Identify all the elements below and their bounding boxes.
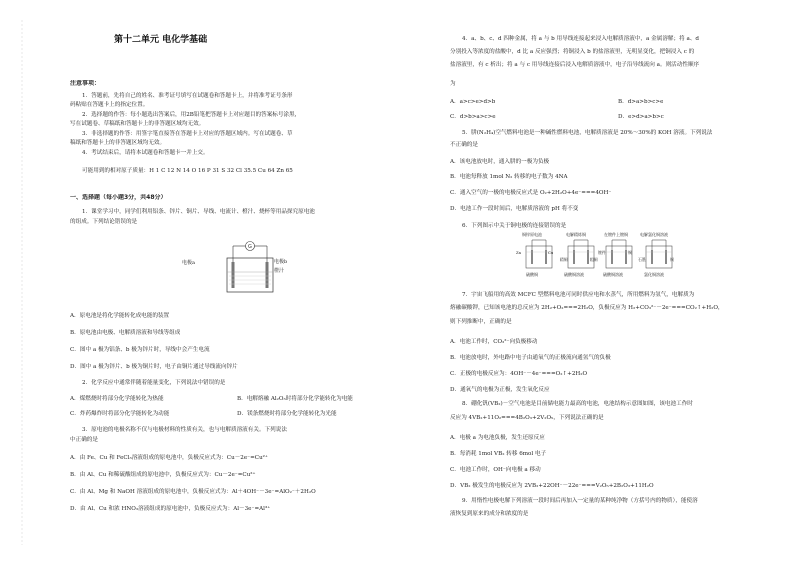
- option-line: D．VB₂ 极发生的电极反应为 2VB₂+22OH⁻－22e⁻===V₂O₅+2B₂O₃+11H₂O: [450, 483, 654, 489]
- question-line: 为: [450, 81, 456, 87]
- notice-line: 码粘贴在答题卡上的指定位置。: [70, 102, 149, 108]
- fig1-label-electrode-a: 电极a: [182, 260, 195, 266]
- question-line: 7．宇宙飞船用的高效 MCFC 型燃料电池可同时供应电和水蒸气，所用燃料为氢气，电解质为: [462, 292, 695, 298]
- fig6-electrode-label: Zn: [516, 250, 522, 255]
- section-heading: 一、选择题（每小题3分，共48分）: [70, 194, 167, 201]
- fig6-caption: 氯化铜溶液: [644, 272, 664, 277]
- notice-line: 4．考试结束后，请将本试题卷和答题卡一并上交。: [82, 150, 209, 156]
- question-line: 的组成。下列结论错误的是: [70, 219, 138, 225]
- option-line: B．电解熔融 Al₂O₃时将部分化学能转化为电能: [237, 396, 353, 402]
- option-line: B．由 Al、Cu 和稀硫酸组成的原电池中，负极反应式为：Cu－2e⁻=Cu²⁺: [70, 472, 256, 478]
- fig6-header: 电解精炼铜: [566, 232, 586, 237]
- question-line: 5．肼(N₂H₄)空气燃料电池是一种碱性燃料电池，电解质溶液是 20%～30%的 KOH 溶液。下列说法: [462, 130, 713, 136]
- question-line: 则下列推断中，正确的是: [450, 319, 512, 325]
- option-line: A．a>c>e>d>b: [450, 99, 496, 105]
- option-line: C．图中 a 极为铝条、b 极为锌片时，导线中会产生电流: [70, 347, 210, 353]
- fig1-label-electrode-b: 电极b: [274, 259, 288, 265]
- option-line: D．由 Al、Cu 和浓 HNO₃溶液组成的原电池中，负极反应式为：Al－3e⁻=Al³⁺: [70, 506, 271, 512]
- question-line: 9．用惰性电极电解下列溶液一段时间后再加入一定量的某种纯净物（方括号内的物质），能使溶: [462, 498, 698, 504]
- fig6-caption: 硫酸铜: [526, 272, 538, 277]
- fig6-electrode-label: 铜: [628, 250, 632, 255]
- fig6-electrode-label: 铜: [670, 257, 674, 262]
- option-line: A．该电池放电时，通入肼的一极为负极: [450, 159, 550, 165]
- option-line: C．炸药爆炸时将部分化学能转化为动能: [70, 411, 170, 417]
- option-line: B．d>a>b>c>e: [618, 99, 664, 105]
- option-line: C．通入空气的一极的电极反应式是 O₂+2H₂O+4e⁻===4OH⁻: [450, 190, 612, 196]
- fig6-electrode-label: 精铜: [560, 257, 568, 262]
- option-line: D．镁条燃烧时将部分化学能转化为光能: [237, 411, 337, 417]
- option-line: A．煤燃烧时将部分化学能转化为热能: [70, 396, 164, 402]
- option-line: D．电池工作一段时间后，电解质溶液的 pH 将不变: [450, 206, 579, 212]
- question-line: 液恢复到原来的成分和浓度的是: [450, 511, 529, 517]
- notice-line: 1．答题前，先将自己的姓名、准考证号填写在试题卷和答题卡上，并将准考证号条形: [82, 93, 293, 99]
- svg-text:G: G: [248, 244, 252, 250]
- option-line: A．电极 a 为电池负极，发生还原反应: [450, 435, 545, 441]
- option-line: D．e>d>a>b>c: [618, 114, 664, 120]
- question-line: 4．a、b、c、d 四种金属，将 a 与 b 用导线连接起来浸入电解质溶液中，a 金属溶解；将 a、d: [462, 36, 699, 42]
- fig1-label-juice: 橙汁: [274, 268, 285, 274]
- option-line: A．原电池是将化学能转化成电能的装置: [70, 313, 170, 319]
- fig6-header: 铜锌原电池: [522, 232, 542, 237]
- option-line: B．每消耗 1mol VB₂ 转移 6mol 电子: [450, 451, 547, 457]
- notice-line: 2．选择题的作答：每小题选出答案后，用2B铅笔把答题卡上对应题目的答案标号涂黑，: [82, 112, 301, 118]
- option-line: B．电池每释放 1mol N₂ 转移的电子数为 4NA: [450, 174, 568, 180]
- question-line: 熔融碳酸钾，已知该电池的总反应为 2H₂+O₂===2H₂O，负极反应为 H₂+CO₃²⁻－2e⁻===CO₂↑+H₂O，: [450, 305, 724, 311]
- fig6-electrode-label: Cu: [548, 250, 554, 255]
- option-line: B．电池放电时，外电路中电子由通氧气的正极流向通氢气的负极: [450, 355, 611, 361]
- question-line: 6．下列图示中关于铜电极的连接错误的是: [462, 223, 567, 229]
- question-line: 分别投入等浓度的盐酸中，d 比 a 反应强烈；将铜浸入 b 的盐溶液里，无明显变化，把铜浸入 c 的: [450, 49, 695, 55]
- binding-strip: [0, 0, 40, 562]
- question-line: 中正确的是: [70, 437, 98, 443]
- notice-line: 写在试题卷、草稿纸和答题卡上的非答题区域均无效。: [70, 121, 205, 127]
- atomic-masses: 可能用到的相对原子质量：H 1 C 12 N 14 O 16 P 31 S 32 Cl 35.5 Cu 64 Zn 65: [82, 168, 293, 174]
- fig6-header: 在镀件上镀铜: [604, 232, 628, 237]
- page-title: 第十二单元 电化学基础: [114, 35, 208, 45]
- question-line: 不正确的是: [450, 142, 478, 148]
- question-line: 盐溶液里，有 c 析出；将 a 与 c 用导线连接后浸入电解质溶液中，电子沿导线流向 a。则活动性顺序: [450, 62, 700, 68]
- option-line: C．正极的电极反应为：4OH⁻－4e⁻===O₂↑+2H₂O: [450, 371, 588, 377]
- fig6-caption: 硫酸铜溶液: [564, 272, 584, 277]
- option-line: D．通氧气的电极为正极，发生氧化反应: [450, 387, 550, 393]
- question-line: 2．化学反应中通常伴随着能量变化，下列说法中错误的是: [82, 380, 226, 386]
- question-line: 1．课堂学习中，同学们利用铝条、锌片、铜片、导线、电流计、橙汁、烧杯等用品探究原电池: [82, 209, 315, 215]
- fig6-electrode-label: 镀件: [598, 250, 606, 255]
- fig6-caption: 硫酸铜溶液: [603, 272, 623, 277]
- option-line: C．由 Al、Mg 和 NaOH 溶液组成的原电池中，负极反应式为：Al＋4OH⁻－3e⁻=AlO₂⁻＋2H₂O: [70, 489, 316, 495]
- notice-heading: 注意事项：: [70, 80, 101, 87]
- notice-line: 3．非选择题的作答：用签字笔直接答在答题卡上对应的答题区域内。写在试题卷、草: [82, 131, 293, 137]
- fig6-electrode-label: 石墨: [638, 257, 646, 262]
- question-line: 3．原电池的电极名称不仅与电极材料的性质有关，也与电解质溶液有关。下列说法: [82, 427, 287, 433]
- option-line: C．电池工作时，OH⁻向电极 a 移动: [450, 467, 541, 473]
- option-line: A．电池工作时，CO₃²⁻向负极移动: [450, 339, 538, 345]
- fig6-electrode-label: 粗铜: [590, 257, 598, 262]
- option-line: A．由 Fe、Cu 和 FeCl₃溶液组成的原电池中，负极反应式为：Cu－2e⁻=Cu²⁺: [70, 455, 268, 461]
- question-line: 8．硼化钒(VB₂)－空气电池是目前储电能力最高的电池，电池结构示意图如图，该电池工作时: [462, 401, 693, 407]
- notice-line: 稿纸和答题卡上的非答题区域均无效。: [70, 140, 166, 146]
- option-line: B．原电池由电极、电解质溶液和导线等组成: [70, 330, 181, 336]
- option-line: C．d>b>a>c>e: [450, 114, 496, 120]
- fig6-header: 电解氯化铜溶液: [640, 232, 668, 237]
- question-line: 反应为 4VB₂+11O₂===4B₂O₃+2V₂O₅，下列说法正确的是: [450, 415, 604, 421]
- option-line: D．图中 a 极为锌片、b 极为铜片时，电子由铜片通过导线流向锌片: [70, 364, 238, 370]
